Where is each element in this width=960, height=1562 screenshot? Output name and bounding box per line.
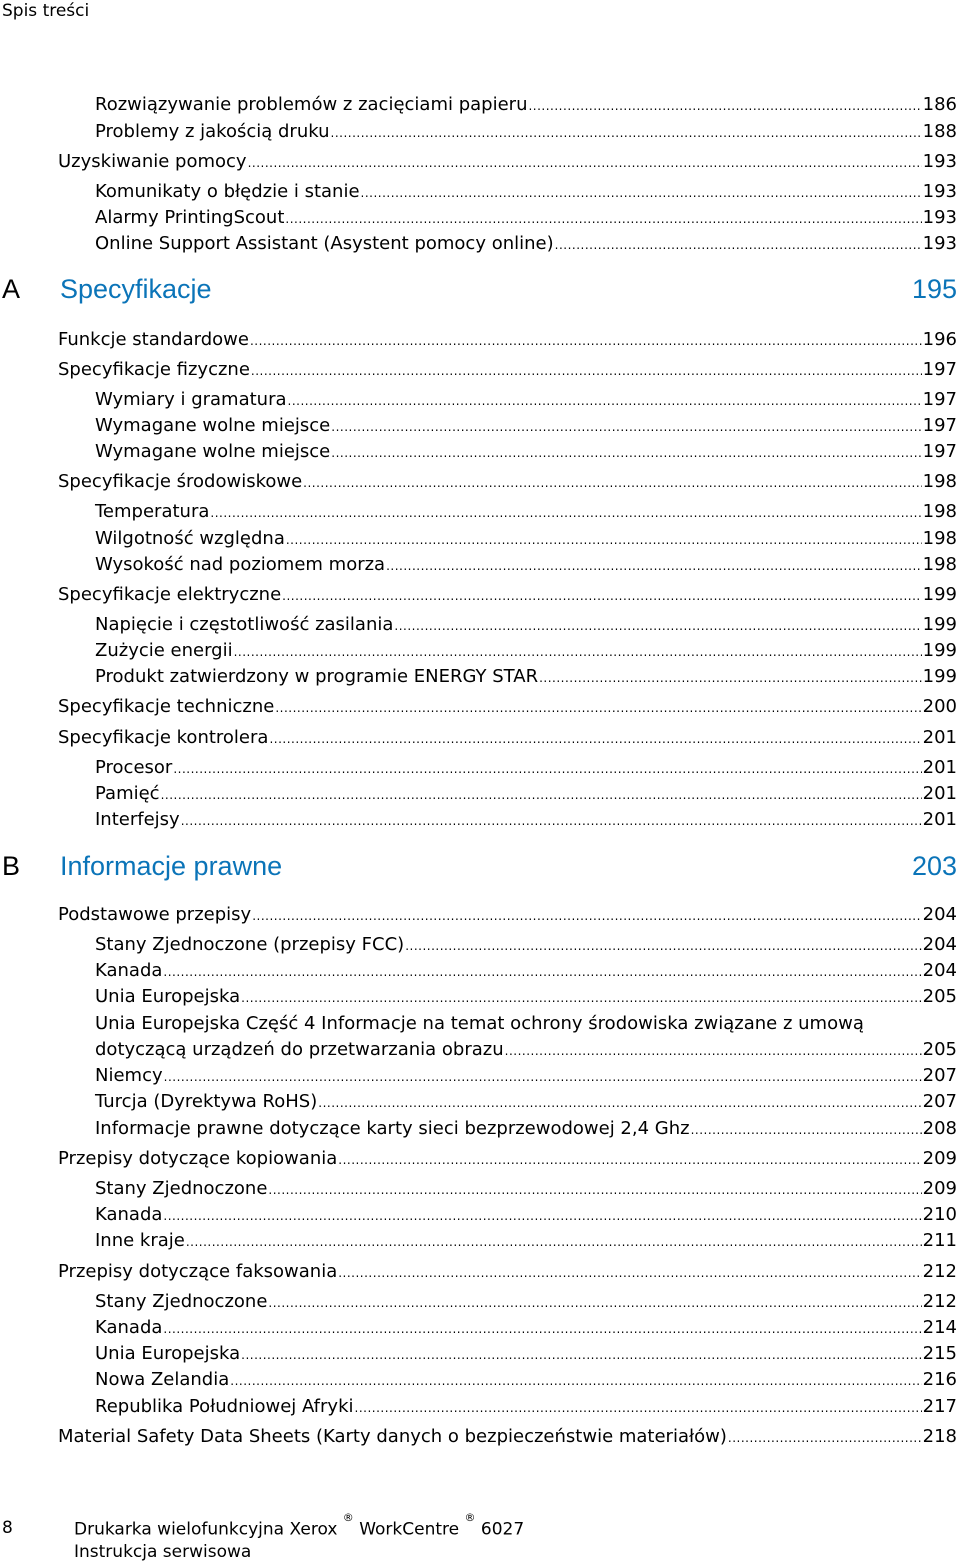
toc-entry-title: Produkt zatwierdzony w programie ENERGY STAR	[95, 666, 539, 687]
toc-entry-page: 198	[922, 501, 957, 522]
dot-leader	[163, 960, 921, 984]
toc-entry[interactable]	[58, 328, 957, 353]
toc-entry-page: 197	[922, 415, 957, 436]
toc-entry[interactable]	[95, 756, 957, 781]
toc-entry[interactable]	[95, 1395, 957, 1420]
dot-leader	[250, 329, 922, 353]
toc-entry[interactable]	[58, 726, 957, 751]
toc-entry-page: 186	[922, 94, 957, 115]
toc-entry[interactable]	[95, 1117, 957, 1142]
toc-entry[interactable]	[95, 959, 957, 984]
toc-entry-title: Kanada	[95, 1317, 163, 1338]
dot-leader	[268, 1291, 921, 1315]
appendix-heading-a[interactable]	[0, 272, 957, 306]
toc-entry[interactable]	[95, 527, 957, 552]
running-header: Spis treści	[2, 1, 90, 21]
toc-entry[interactable]	[58, 1260, 957, 1285]
toc-entry[interactable]	[95, 180, 957, 205]
dot-leader	[285, 207, 921, 231]
toc-entry-page: 201	[922, 809, 957, 830]
toc-entry-page: 198	[922, 471, 957, 492]
toc-entry[interactable]	[95, 639, 957, 664]
toc-entry[interactable]	[58, 695, 957, 720]
toc-entry-title: Rozwiązywanie problemów z zacięciami papieru	[95, 94, 528, 115]
toc-entry-title: Interfejsy	[95, 809, 180, 830]
toc-entry-wrapped-line[interactable]: Unia Europejska Część 4 Informacje na temat ochrony środowiska związane z umową	[95, 1013, 864, 1034]
toc-entry-page: 215	[922, 1343, 957, 1364]
toc-entry-title: Wymagane wolne miejsce	[95, 415, 331, 436]
dot-leader	[163, 1317, 921, 1341]
toc-entry-page: 212	[922, 1291, 957, 1312]
toc-entry-title: Wymiary i gramatura	[95, 389, 287, 410]
dot-leader	[355, 1396, 922, 1420]
toc-entry[interactable]	[95, 1038, 957, 1063]
toc-entry[interactable]	[95, 500, 957, 525]
toc-entry[interactable]	[95, 1290, 957, 1315]
toc-entry-title: Inne kraje	[95, 1230, 185, 1251]
toc-entry[interactable]	[95, 613, 957, 638]
toc-entry-page: 207	[922, 1091, 957, 1112]
dot-leader	[528, 94, 921, 118]
dot-leader	[505, 1039, 922, 1063]
product-name-part3: 6027	[480, 1519, 525, 1540]
toc-entry-page: 199	[922, 584, 957, 605]
dot-leader	[161, 783, 922, 807]
toc-entry[interactable]	[58, 903, 957, 928]
toc-entry-page: 193	[922, 207, 957, 228]
toc-entry[interactable]	[58, 150, 957, 175]
toc-entry-title: Uzyskiwanie pomocy	[58, 151, 247, 172]
toc-entry[interactable]	[95, 440, 957, 465]
toc-entry-title: Nowa Zelandia	[95, 1369, 230, 1390]
product-name-part1: Drukarka wielofunkcyjna Xerox	[74, 1519, 338, 1540]
toc-entry-title: Kanada	[95, 1204, 163, 1225]
document-title: Instrukcja serwisowa	[74, 1542, 252, 1562]
toc-entry[interactable]	[95, 232, 957, 257]
toc-entry-page: 211	[922, 1230, 957, 1251]
appendix-page: 203	[911, 851, 957, 881]
product-name	[74, 1511, 525, 1540]
dot-leader	[338, 1148, 921, 1172]
product-name-part2: WorkCentre	[359, 1519, 460, 1540]
dot-leader	[241, 986, 921, 1010]
toc-entry-title: Stany Zjednoczone	[95, 1178, 268, 1199]
toc-entry-title: Online Support Assistant (Asystent pomocy online)	[95, 233, 554, 254]
dot-leader	[338, 1261, 921, 1285]
toc-entry-title: Napięcie i częstotliwość zasilania	[95, 614, 394, 635]
toc-entry-title: Temperatura	[95, 501, 210, 522]
toc-entry-page: 197	[922, 389, 957, 410]
dot-leader	[282, 584, 921, 608]
toc-entry-title: Procesor	[95, 757, 173, 778]
toc-entry[interactable]	[58, 1425, 957, 1450]
toc-entry-title: Specyfikacje środowiskowe	[58, 471, 303, 492]
toc-entry-title: Informacje prawne dotyczące karty sieci bezprzewodowej 2,4 Ghz	[95, 1118, 690, 1139]
dot-leader	[394, 614, 921, 638]
toc-entry-title: Pamięć	[95, 783, 160, 804]
dot-leader	[331, 415, 921, 439]
toc-entry-title: Komunikaty o błędzie i stanie	[95, 181, 360, 202]
dot-leader	[268, 1178, 921, 1202]
toc-entry-title: Wysokość nad poziomem morza	[95, 554, 386, 575]
toc-entry-title: Unia Europejska	[95, 986, 241, 1007]
dot-leader	[303, 471, 921, 495]
toc-entry-page: 198	[922, 554, 957, 575]
dot-leader	[728, 1426, 922, 1450]
toc-entry-title: Problemy z jakością druku	[95, 121, 330, 142]
toc-entry[interactable]	[58, 470, 957, 495]
dot-leader	[331, 121, 922, 145]
dot-leader	[241, 1343, 921, 1367]
dot-leader	[230, 1369, 921, 1393]
toc-entry[interactable]	[95, 1203, 957, 1228]
toc-entry-page: 196	[922, 329, 957, 350]
dot-leader	[248, 151, 922, 175]
toc-entry[interactable]	[95, 206, 957, 231]
toc-entry-title: Alarmy PrintingScout	[95, 207, 285, 228]
toc-entry[interactable]	[95, 665, 957, 690]
toc-entry-title: Przepisy dotyczące faksowania	[58, 1261, 338, 1282]
toc-entry-page: 204	[922, 960, 957, 981]
appendix-letter: B	[2, 851, 21, 881]
dot-leader	[361, 181, 922, 205]
toc-entry[interactable]	[95, 1316, 957, 1341]
toc-entry-title: Kanada	[95, 960, 163, 981]
dot-leader	[164, 1065, 922, 1089]
dot-leader	[691, 1118, 922, 1142]
toc-entry-page: 204	[922, 904, 957, 925]
registered-mark: ®	[464, 1511, 476, 1524]
appendix-heading-b[interactable]	[0, 849, 957, 883]
toc-entry[interactable]	[95, 933, 957, 958]
toc-entry-title: Niemcy	[95, 1065, 163, 1086]
toc-entry-page: 205	[922, 986, 957, 1007]
toc-entry-page: 198	[922, 528, 957, 549]
toc-entry-title: Material Safety Data Sheets (Karty danych o bezpieczeństwie materiałów)	[58, 1426, 727, 1447]
toc-entry[interactable]	[95, 414, 957, 439]
toc-entry[interactable]	[95, 1342, 957, 1367]
toc-entry-title: dotyczącą urządzeń do przetwarzania obrazu	[95, 1039, 504, 1060]
toc-entry-title: Podstawowe przepisy	[58, 904, 252, 925]
page-number: 8	[2, 1518, 13, 1538]
toc-entry-page: 188	[922, 121, 957, 142]
toc-entry-page: 214	[922, 1317, 957, 1338]
toc-entry-page: 209	[922, 1178, 957, 1199]
dot-leader	[555, 233, 922, 257]
toc-entry-page: 193	[922, 151, 957, 172]
appendix-page: 195	[911, 274, 957, 304]
toc-entry-page: 199	[922, 640, 957, 661]
toc-entry-page: 212	[922, 1261, 957, 1282]
toc-entry[interactable]	[95, 93, 957, 118]
toc-entry-title: Specyfikacje elektryczne	[58, 584, 282, 605]
toc-entry[interactable]	[95, 388, 957, 413]
toc-entry-title: Turcja (Dyrektywa RoHS)	[95, 1091, 318, 1112]
toc-entry-page: 201	[922, 783, 957, 804]
appendix-title: Informacje prawne	[60, 851, 283, 881]
toc-entry-page: 199	[922, 614, 957, 635]
toc-entry-page: 197	[922, 441, 957, 462]
dot-leader	[269, 727, 921, 751]
appendix-title: Specyfikacje	[60, 274, 212, 304]
toc-entry-page: 193	[922, 233, 957, 254]
toc-entry[interactable]	[95, 985, 957, 1010]
dot-leader	[163, 1204, 921, 1228]
dot-leader	[252, 904, 921, 928]
toc-entry-page: 209	[922, 1148, 957, 1169]
toc-entry[interactable]	[95, 1064, 957, 1089]
dot-leader	[288, 389, 922, 413]
toc-entry-title: Specyfikacje techniczne	[58, 696, 275, 717]
toc-entry-title: Wilgotność względna	[95, 528, 285, 549]
dot-leader	[275, 696, 921, 720]
dot-leader	[386, 554, 922, 578]
toc-entry-page: 216	[922, 1369, 957, 1390]
toc-entry-page: 201	[922, 727, 957, 748]
toc-entry[interactable]	[95, 1090, 957, 1115]
toc-entry[interactable]	[95, 1229, 957, 1254]
toc-entry-page: 193	[922, 181, 957, 202]
toc-entry-page: 208	[922, 1118, 957, 1139]
toc-entry[interactable]	[95, 808, 957, 833]
toc-entry[interactable]	[95, 1177, 957, 1202]
dot-leader	[331, 441, 921, 465]
toc-entry-title: Stany Zjednoczone	[95, 1291, 268, 1312]
toc-entry[interactable]	[95, 553, 957, 578]
toc-entry-page: 199	[922, 666, 957, 687]
toc-entry[interactable]	[58, 358, 957, 383]
dot-leader	[210, 501, 921, 525]
toc-entry-title: Zużycie energii	[95, 640, 233, 661]
toc-entry-page: 204	[922, 934, 957, 955]
toc-entry-title: Unia Europejska	[95, 1343, 241, 1364]
toc-entry-page: 200	[922, 696, 957, 717]
dot-leader	[405, 934, 921, 958]
toc-entry-title: Wymagane wolne miejsce	[95, 441, 331, 462]
toc-entry-title: Stany Zjednoczone (przepisy FCC)	[95, 934, 405, 955]
dot-leader	[286, 528, 922, 552]
registered-mark: ®	[342, 1511, 354, 1524]
toc-entry-title: Specyfikacje fizyczne	[58, 359, 250, 380]
toc-entry-page: 207	[922, 1065, 957, 1086]
toc-entry[interactable]	[95, 782, 957, 807]
dot-leader	[539, 666, 922, 690]
toc-entry-title: Republika Południowej Afryki	[95, 1396, 354, 1417]
toc-entry-title: Funkcje standardowe	[58, 329, 249, 350]
dot-leader	[173, 757, 921, 781]
toc-entry-page: 210	[922, 1204, 957, 1225]
dot-leader	[318, 1091, 921, 1115]
toc-entry[interactable]	[95, 1368, 957, 1393]
toc-entry-page: 205	[922, 1039, 957, 1060]
appendix-letter: A	[2, 274, 21, 304]
dot-leader	[234, 640, 922, 664]
toc-entry-title: Przepisy dotyczące kopiowania	[58, 1148, 338, 1169]
toc-entry-page: 218	[922, 1426, 957, 1447]
toc-entry-page: 217	[922, 1396, 957, 1417]
toc-entry-page: 197	[922, 359, 957, 380]
toc-entry[interactable]	[58, 1147, 957, 1172]
toc-entry[interactable]	[58, 583, 957, 608]
toc-entry-page: 201	[922, 757, 957, 778]
toc-entry[interactable]	[95, 120, 957, 145]
dot-leader	[251, 359, 922, 383]
dot-leader	[181, 809, 922, 833]
dot-leader	[186, 1230, 922, 1254]
toc-entry-title: Specyfikacje kontrolera	[58, 727, 269, 748]
